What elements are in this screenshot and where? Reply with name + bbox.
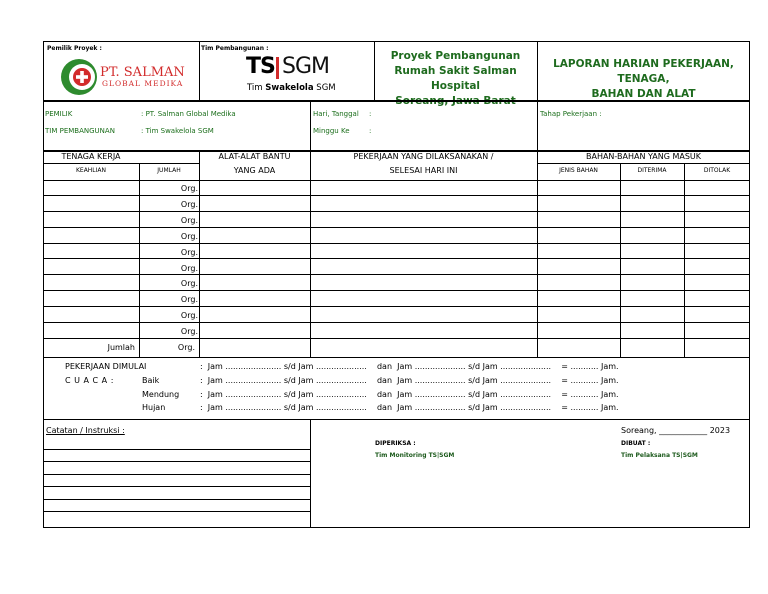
dibuat-label: DIBUAT : [621,440,651,447]
note-line [43,486,310,487]
jumlah-unit: Org. [180,311,198,321]
report-title-line: BAHAN DAN ALAT [591,88,696,100]
pemilik-value: : PT. Salman Global Medika [141,110,236,118]
schedule-line: : Jam ...................... s/d Jam .................... dan Jam .................... s/d Jam .................... = ........... Jam. [200,362,619,371]
section-divider [43,419,750,420]
table-row [43,323,750,339]
hari-tanggal-colon: : [369,110,372,118]
jumlah-total-label: Jumlah [107,343,135,352]
jumlah-unit: Org. [180,184,198,193]
table-row [43,244,750,260]
jumlah-unit: Org. [180,247,198,257]
jumlah-total-unit: Org. [177,343,195,352]
info-divider [537,101,538,150]
pekerjaan-dimulai-label: PEKERJAAN DIMULAI [65,362,147,371]
table-row [43,260,750,276]
minggu-ke-label: Minggu Ke [313,127,350,135]
minggu-ke-colon: : [369,127,372,135]
keahlian-header: KEAHLIAN [75,167,107,174]
jumlah-header: JUMLAH [157,167,181,174]
jumlah-unit: Org. [180,263,198,273]
cuaca-hujan-label: Hujan [142,403,166,412]
section-divider [43,100,750,102]
pekerjaan-header-line2: SELESAI HARI INI [389,166,458,175]
jumlah-unit: Org. [180,215,198,225]
schedule-line: : Jam ...................... s/d Jam .................... dan Jam .................... s/d Jam .................... = ........... Jam. [200,390,619,399]
jumlah-unit: Org. [180,231,198,241]
sgm-logo-right: SGM [282,54,329,79]
diperiksa-by: Tim Monitoring TS|SGM [375,452,455,459]
project-title-line: Soreang, Jawa Barat [395,95,516,107]
tahap-pekerjaan-label: Tahap Pekerjaan : [540,110,602,118]
project-title-line: Proyek Pembangunan [390,50,521,62]
place-date: Soreang, ____________ 2023 [621,426,731,435]
jumlah-unit: Org. [180,327,198,337]
pemilik-proyek-label: Pemilik Proyek : [47,45,102,52]
jumlah-unit: Org. [180,199,198,209]
note-line [43,474,310,475]
note-line [43,461,310,462]
tenaga-kerja-header: TENAGA KERJA [61,152,121,161]
hari-tanggal-label: Hari, Tanggal [313,110,359,118]
report-title [537,57,750,102]
table-row [43,228,750,244]
tim-value: : Tim Swakelola SGM [141,127,214,135]
diterima-header: DITERIMA [637,167,667,174]
tim-label: TIM PEMBANGUNAN [45,127,115,135]
table-row [43,196,750,212]
jenis-bahan-header: JENIS BAHAN [559,167,598,174]
dibuat-by: Tim Pelaksana TS|SGM [621,452,698,459]
table-bottom-line [43,357,750,358]
salman-logo-name: PT. SALMAN [100,65,185,80]
sgm-caption-post: SGM [313,83,336,93]
sgm-logo [240,56,340,96]
catatan-label: Catatan / Instruksi : [46,426,125,435]
header-divider [199,41,200,100]
tim-pembangunan-label: Tim Pembangunan : [201,45,269,52]
table-row [43,275,750,291]
jumlah-unit: Org. [180,279,198,289]
salman-cross-icon [60,58,100,96]
schedule-line: : Jam ...................... s/d Jam .................... dan Jam .................... s/d Jam .................... = ........... Jam. [200,403,619,412]
salman-logo [60,58,190,96]
sgm-caption-pre: Tim [247,83,266,93]
note-line [43,449,310,450]
header-row-line [43,163,199,164]
bahan-header: BAHAN-BAHAN YANG MASUK [585,152,702,161]
header-row-line [537,163,750,164]
salman-logo-sub: GLOBAL MEDIKA [102,79,184,88]
cuaca-mendung-label: Mendung [142,390,180,399]
sgm-logo-bar [276,57,279,79]
table-row [43,291,750,307]
note-line [43,499,310,500]
table-row [43,212,750,228]
info-divider [310,101,311,150]
sgm-caption-bold: Swakelola [265,83,314,93]
schedule-line: : Jam ...................... s/d Jam .................... dan Jam .................... s/d Jam .................... = ........... Jam. [200,376,619,385]
pekerjaan-header-line1: PEKERJAAN YANG DILAKSANAKAN / [353,152,494,161]
sgm-logo-left: TS [246,54,275,79]
cuaca-label: C U A C A : [65,376,114,385]
alat-header-line1: ALAT-ALAT BANTU [218,152,291,161]
note-line [43,511,310,512]
notes-divider [310,420,311,527]
table-row [43,180,750,196]
report-title-line: LAPORAN HARIAN PEKERJAAN, TENAGA, [553,58,734,85]
sgm-logo-caption [247,84,336,93]
jumlah-unit: Org. [180,295,198,305]
alat-header-line2: YANG ADA [233,166,276,175]
table-row [43,307,750,323]
ditolak-header: DITOLAK [703,167,731,174]
project-title-line: Rumah Sakit Salman Hospital [394,65,517,92]
pemilik-label: PEMILIK [45,110,73,118]
diperiksa-label: DIPERIKSA : [375,440,416,447]
cuaca-baik-label: Baik [142,376,160,385]
